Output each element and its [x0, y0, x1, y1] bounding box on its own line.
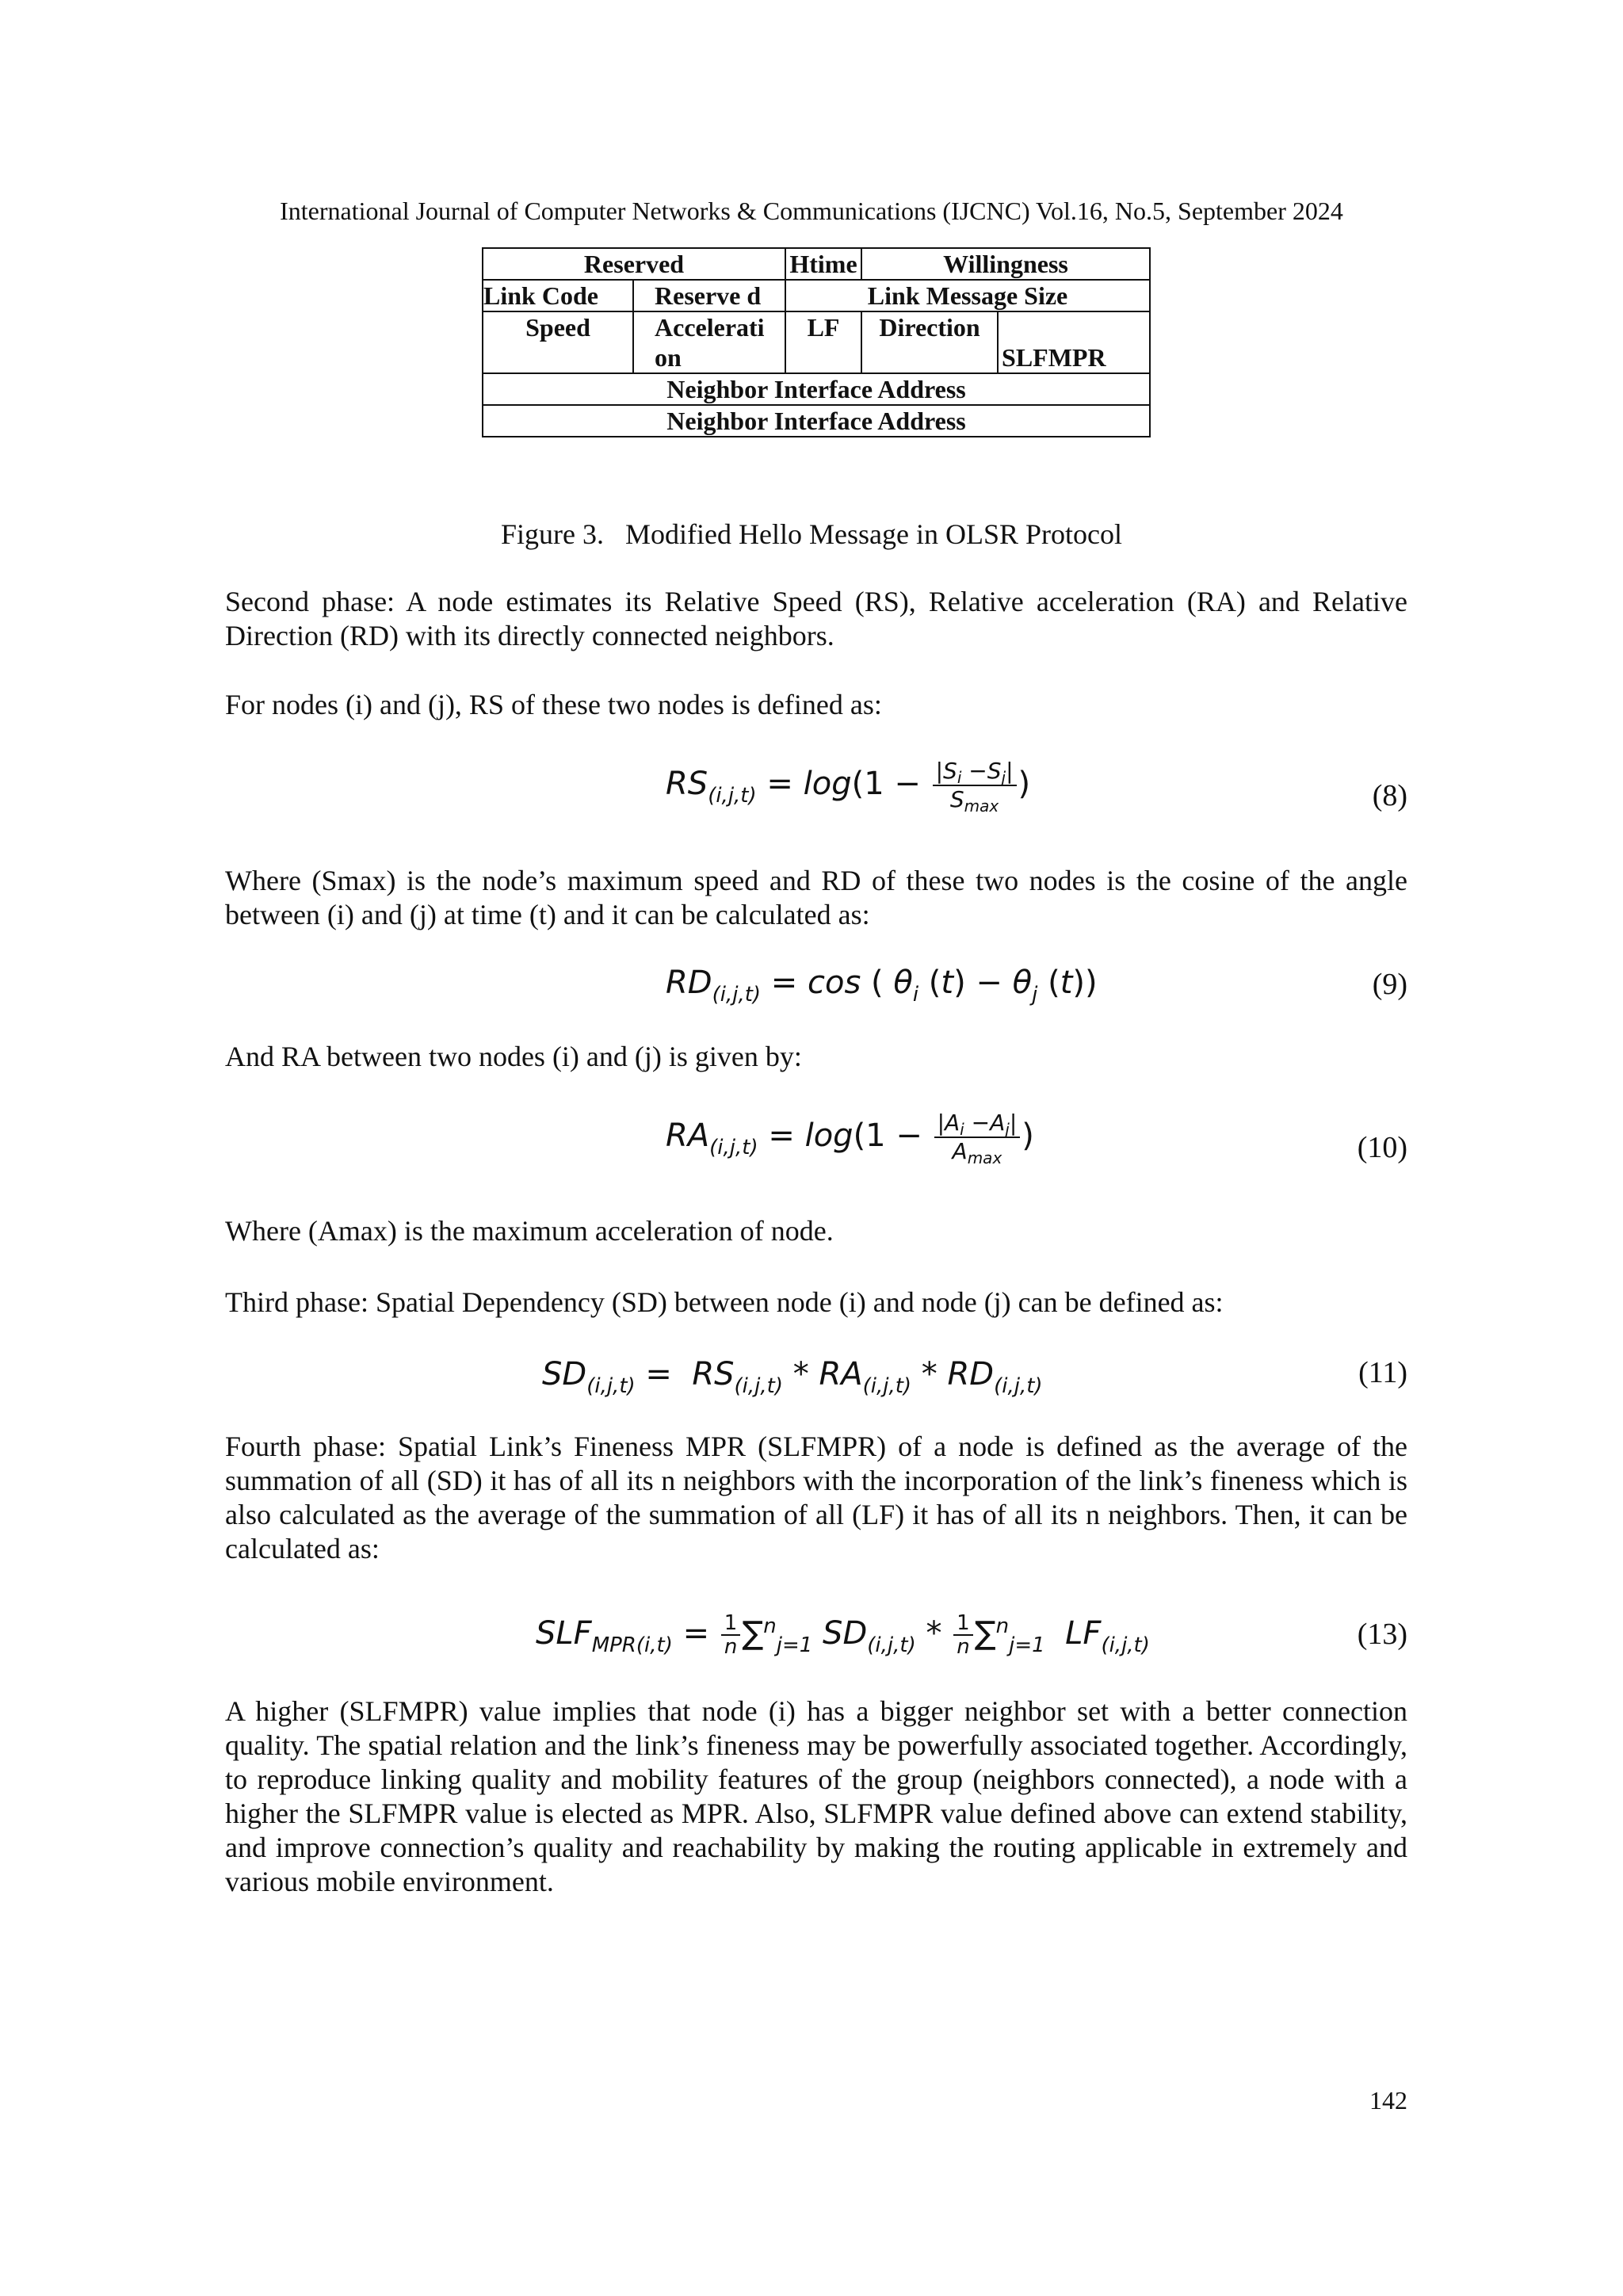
table-cell-link-message-size: Link Message Size — [785, 280, 1150, 311]
paragraph-smax: Where (Smax) is the node’s maximum speed and RD of these two nodes is the cosine of the angle between (i) and (j) at time (t) and it can be calculated as: — [225, 865, 1407, 930]
paragraph-rs-intro: For nodes (i) and (j), RS of these two nodes is defined as: — [225, 689, 882, 720]
table-cell-htime: Htime — [785, 248, 861, 280]
equation-13: $SLF_{MPR(i,t)}$ = $\frac{1}{n}$ ∑$^n_{j=1}$ $SD_{(i,j,t)}$ * $\frac{1}{n}$ ∑$^n_{j=1}$ $LF_{(i,j,t)}$ — [536, 1611, 1150, 1659]
paragraph-third-phase: Third phase: Spatial Dependency (SD) between node (i) and node (j) can be defined as: — [225, 1286, 1224, 1318]
equation-9-number: (9) — [1372, 968, 1407, 1001]
equation-8-number: (8) — [1372, 779, 1407, 812]
equation-8: $RS_{(i,j,t)} = \log(1$ − $\frac{|S_i -S_j|}{S_{max}}$ ) — [666, 758, 1031, 816]
paragraph-ra-intro: And RA between two nodes (i) and (j) is given by: — [225, 1041, 802, 1072]
table-cell-link-code: Link Code — [483, 280, 633, 311]
figure-caption: Figure 3. Modified Hello Message in OLSR Protocol — [501, 518, 1122, 550]
table-cell-lf: LF — [785, 311, 861, 373]
equation-11: $SD_{(i,j,t)} = RS_{(i,j,t)} * RA_{(i,j,t)} * RD_{(i,j,t)}$ — [542, 1356, 1043, 1398]
equation-11-number: (11) — [1358, 1356, 1407, 1389]
hello-message-table — [482, 247, 1151, 437]
table-cell-neighbor-address-1: Neighbor Interface Address — [483, 373, 1150, 405]
table-row — [483, 405, 1150, 437]
table-row — [483, 280, 1150, 311]
equation-9: $RD_{(i,j,t)} = \cos$ ( $\theta_i$ $(t) - \theta_j$ (t)) — [666, 965, 1098, 1007]
table-cell-acceleration: Accelerati on — [633, 311, 785, 373]
page-number: 142 — [1369, 2086, 1407, 2115]
paragraph-conclusion: A higher (SLFMPR) value implies that node (i) has a bigger neighbor set with a better connection quality. The spatial relation and the link’s fineness may be powerfully associated together. Accordingly, to reproduce linking quality and mobility features of the group (neighbors connected), a node with a higher the SLFMPR value is elected as MPR. Also, SLFMPR value defined above can extend stability, and improve connection’s quality and reachability by making the routing applicable in extremely and various mobile environment. — [225, 1695, 1407, 1897]
journal-header: International Journal of Computer Networks & Communications (IJCNC) Vol.16, No.5, September 2024 — [280, 197, 1343, 225]
equation-13-number: (13) — [1357, 1618, 1407, 1651]
table-cell-willingness: Willingness — [861, 248, 1150, 280]
table-row — [483, 311, 1150, 373]
table-cell-reserved-2: Reserve d — [633, 280, 785, 311]
table-cell-reserved: Reserved — [483, 248, 785, 280]
equation-10-number: (10) — [1357, 1131, 1407, 1164]
table-row — [483, 248, 1150, 280]
table-row — [483, 373, 1150, 405]
table-cell-direction: Direction — [861, 311, 998, 373]
equation-10: $RA_{(i,j,t)} = \log(1$ − $\frac{|A_i -A_j|}{A_{max}}$ ) — [666, 1110, 1034, 1167]
paragraph-fourth-phase: Fourth phase: Spatial Link’s Fineness MPR (SLFMPR) of a node is defined as the average of the summation of all (SD) it has of all its n neighbors with the incorporation of the link’s fineness which is also calculated as the average of the summation of all (LF) it has of all its n neighbors. Then, it can be calculated as: — [225, 1431, 1407, 1564]
paragraph-amax: Where (Amax) is the maximum acceleration of node. — [225, 1215, 834, 1247]
table-cell-speed: Speed — [483, 311, 633, 373]
paragraph-second-phase: Second phase: A node estimates its Relative Speed (RS), Relative acceleration (RA) and Relative Direction (RD) with its directly connected neighbors. — [225, 586, 1407, 651]
table-cell-neighbor-address-2: Neighbor Interface Address — [483, 405, 1150, 437]
table-cell-slfmpr: SLFMPR — [998, 311, 1150, 373]
